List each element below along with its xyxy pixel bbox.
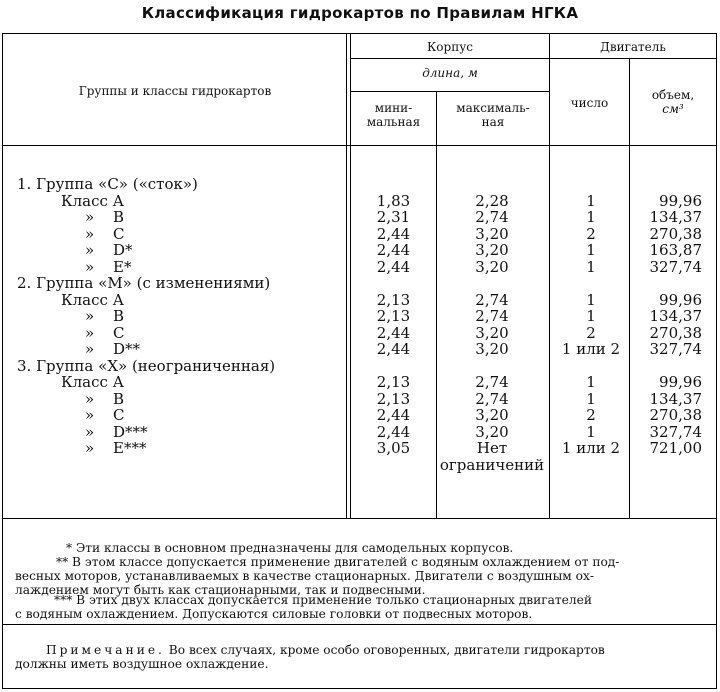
cell-max-length: 2,74 <box>475 373 509 391</box>
cell-min-length: 2,13 <box>376 373 411 391</box>
table-row <box>0 391 720 407</box>
cell-min-length: 2,44 <box>376 406 411 424</box>
cell-min-length: 2,31 <box>376 208 411 226</box>
rule-under-length <box>350 91 549 92</box>
header-number: число <box>570 96 609 110</box>
header-min-line2: мальная <box>366 115 421 129</box>
cell-engine-volume: 134,37 <box>649 389 702 408</box>
ditto-mark: » <box>85 307 95 325</box>
rule-above-remark <box>2 624 717 625</box>
cell-engine-volume: 721,00 <box>649 439 702 457</box>
cell-max-length: 2,74 <box>475 389 509 408</box>
table-title: Классификация гидрокартов по Правилам НГКА <box>141 4 579 22</box>
cell-max-length: 3,20 <box>475 406 509 424</box>
class-label: В <box>113 389 125 408</box>
footnote-3: *** В этих двух классах допускается применение только стационарных двигателей <box>54 593 592 607</box>
cell-engine-volume: 327,74 <box>649 422 702 441</box>
header-hull: Корпус <box>427 40 473 54</box>
cell-min-length: 1,83 <box>376 191 411 210</box>
header-volume-line1: объем, <box>651 88 695 102</box>
cell-min-length: 2,44 <box>376 422 411 441</box>
ditto-mark: » <box>85 208 95 226</box>
table-row <box>0 259 720 275</box>
cell-engine-volume: 327,74 <box>649 257 702 276</box>
table-row <box>0 341 720 357</box>
cell-engine-volume: 270,38 <box>649 323 702 342</box>
cell-engine-count: 1 или 2 <box>561 439 621 457</box>
cell-engine-volume: 327,74 <box>649 340 702 358</box>
cell-engine-count: 2 <box>586 224 596 243</box>
ditto-mark: » <box>85 340 95 358</box>
header-length: длина, м <box>422 66 478 80</box>
remark-text: Во всех случаях, кроме особо оговоренных, двигатели гидрокартов <box>168 643 605 657</box>
header-volume-line2: см³ <box>662 102 684 116</box>
ditto-mark: » <box>85 257 95 276</box>
class-label: Е*** <box>113 439 147 457</box>
cell-min-length: 2,44 <box>376 340 411 358</box>
cell-engine-count: 1 <box>586 290 596 309</box>
cell-min-length: 2,44 <box>376 257 411 276</box>
ditto-mark: » <box>85 422 95 441</box>
class-label: Класс А <box>61 290 125 309</box>
class-label: Е* <box>113 257 132 276</box>
cell-max-length: 3,20 <box>475 422 509 441</box>
cell-engine-volume: 134,37 <box>649 208 702 226</box>
footnote-2-cont-2: лаждением могут быть как стационарными, так и подвесными. <box>15 583 426 597</box>
cell-max-length: 3,20 <box>475 340 509 358</box>
cell-engine-count: 1 <box>586 422 596 441</box>
table-row <box>0 193 720 209</box>
cell-engine-count: 2 <box>586 406 596 424</box>
header-groups: Группы и классы гидрокартов <box>78 84 272 98</box>
class-label: D* <box>113 241 133 259</box>
rule-under-header <box>2 145 717 146</box>
table-row <box>0 374 720 390</box>
remark-line-1 <box>46 643 605 657</box>
table-row <box>0 242 720 258</box>
table-row <box>0 176 720 192</box>
cell-engine-volume: 99,96 <box>659 191 702 210</box>
cell-max-length: 3,20 <box>475 224 509 243</box>
cell-min-length: 3,05 <box>376 439 411 457</box>
table-row <box>0 226 720 242</box>
class-label: D** <box>113 340 141 358</box>
cell-engine-volume: 99,96 <box>659 290 702 309</box>
cell-min-length: 2,13 <box>376 307 411 325</box>
remark-label: Примечание. <box>46 643 165 657</box>
cell-engine-count: 1 <box>586 307 596 325</box>
footnote-2-cont-1: весных моторов, устанавливаемых в качестве стационарных. Двигатели с воздушным ох- <box>15 569 594 583</box>
rule-above-footnotes <box>2 518 717 519</box>
class-label: С <box>113 406 125 424</box>
cell-max-length: Нет <box>476 439 508 457</box>
cell-max-length: 2,74 <box>475 290 509 309</box>
class-label: Класс А <box>61 191 125 210</box>
table-row <box>0 308 720 324</box>
cell-engine-count: 1 <box>586 257 596 276</box>
table-row <box>0 325 720 341</box>
cell-min-length: 2,44 <box>376 323 411 342</box>
cell-engine-volume: 270,38 <box>649 224 702 243</box>
class-label: В <box>113 307 125 325</box>
cell-engine-volume: 99,96 <box>659 373 702 391</box>
footnote-2: ** В этом классе допускается применение двигателей с водяным охлаждением от под- <box>56 555 620 569</box>
ditto-mark: » <box>85 439 95 457</box>
table-row <box>0 440 720 456</box>
ditto-mark: » <box>85 323 95 342</box>
cell-engine-count: 2 <box>586 323 596 342</box>
rule-under-hull <box>350 58 716 59</box>
table-row <box>0 275 720 291</box>
ditto-mark: » <box>85 406 95 424</box>
ditto-mark: » <box>85 224 95 243</box>
class-label: В <box>113 208 125 226</box>
header-min-line1: мини- <box>374 101 413 115</box>
cell-max-length: 3,20 <box>475 257 509 276</box>
table-row <box>0 457 720 473</box>
group-label: 2. Группа «М» (с изменениями) <box>17 274 271 292</box>
cell-min-length: 2,13 <box>376 290 411 309</box>
table-row <box>0 292 720 308</box>
class-label: С <box>113 323 125 342</box>
cell-engine-volume: 270,38 <box>649 406 702 424</box>
cell-engine-count: 1 <box>586 389 596 408</box>
cell-max-length: 2,74 <box>475 307 509 325</box>
cell-min-length: 2,13 <box>376 389 411 408</box>
ditto-mark: » <box>85 241 95 259</box>
header-engine: Двигатель <box>600 40 666 54</box>
cell-engine-volume: 163,87 <box>649 241 702 259</box>
table-row <box>0 424 720 440</box>
cell-engine-count: 1 <box>586 373 596 391</box>
header-max-line2: ная <box>481 115 505 129</box>
table-row <box>0 358 720 374</box>
cell-engine-count: 1 или 2 <box>561 340 621 358</box>
cell-engine-count: 1 <box>586 191 596 210</box>
table-row <box>0 209 720 225</box>
group-label: 1. Группа «С» («сток») <box>17 175 198 193</box>
footnote-3-cont: с водяным охлаждением. Допускаются силовые головки от подвесных моторов. <box>15 607 533 621</box>
table-row <box>0 407 720 423</box>
cell-max-length: 3,20 <box>475 323 509 342</box>
footnote-1: * Эти классы в основном предназначены для самодельных корпусов. <box>66 541 514 555</box>
cell-min-length: 2,44 <box>376 224 411 243</box>
class-label: С <box>113 224 125 243</box>
cell-engine-volume: 134,37 <box>649 307 702 325</box>
header-max-line1: максималь- <box>456 101 530 115</box>
class-label: Класс А <box>61 373 125 391</box>
cell-engine-count: 1 <box>586 241 596 259</box>
cell-engine-count: 1 <box>586 208 596 226</box>
group-label: 3. Группа «X» (неограниченная) <box>17 356 276 375</box>
cell-max-length: ограничений <box>439 455 545 474</box>
remark-line-2: должны иметь воздушное охлаждение. <box>15 657 269 671</box>
cell-max-length: 3,20 <box>475 241 509 259</box>
ditto-mark: » <box>85 389 95 408</box>
cell-max-length: 2,28 <box>475 191 509 210</box>
cell-max-length: 2,74 <box>475 208 509 226</box>
cell-min-length: 2,44 <box>376 241 411 259</box>
class-label: D*** <box>113 422 148 441</box>
